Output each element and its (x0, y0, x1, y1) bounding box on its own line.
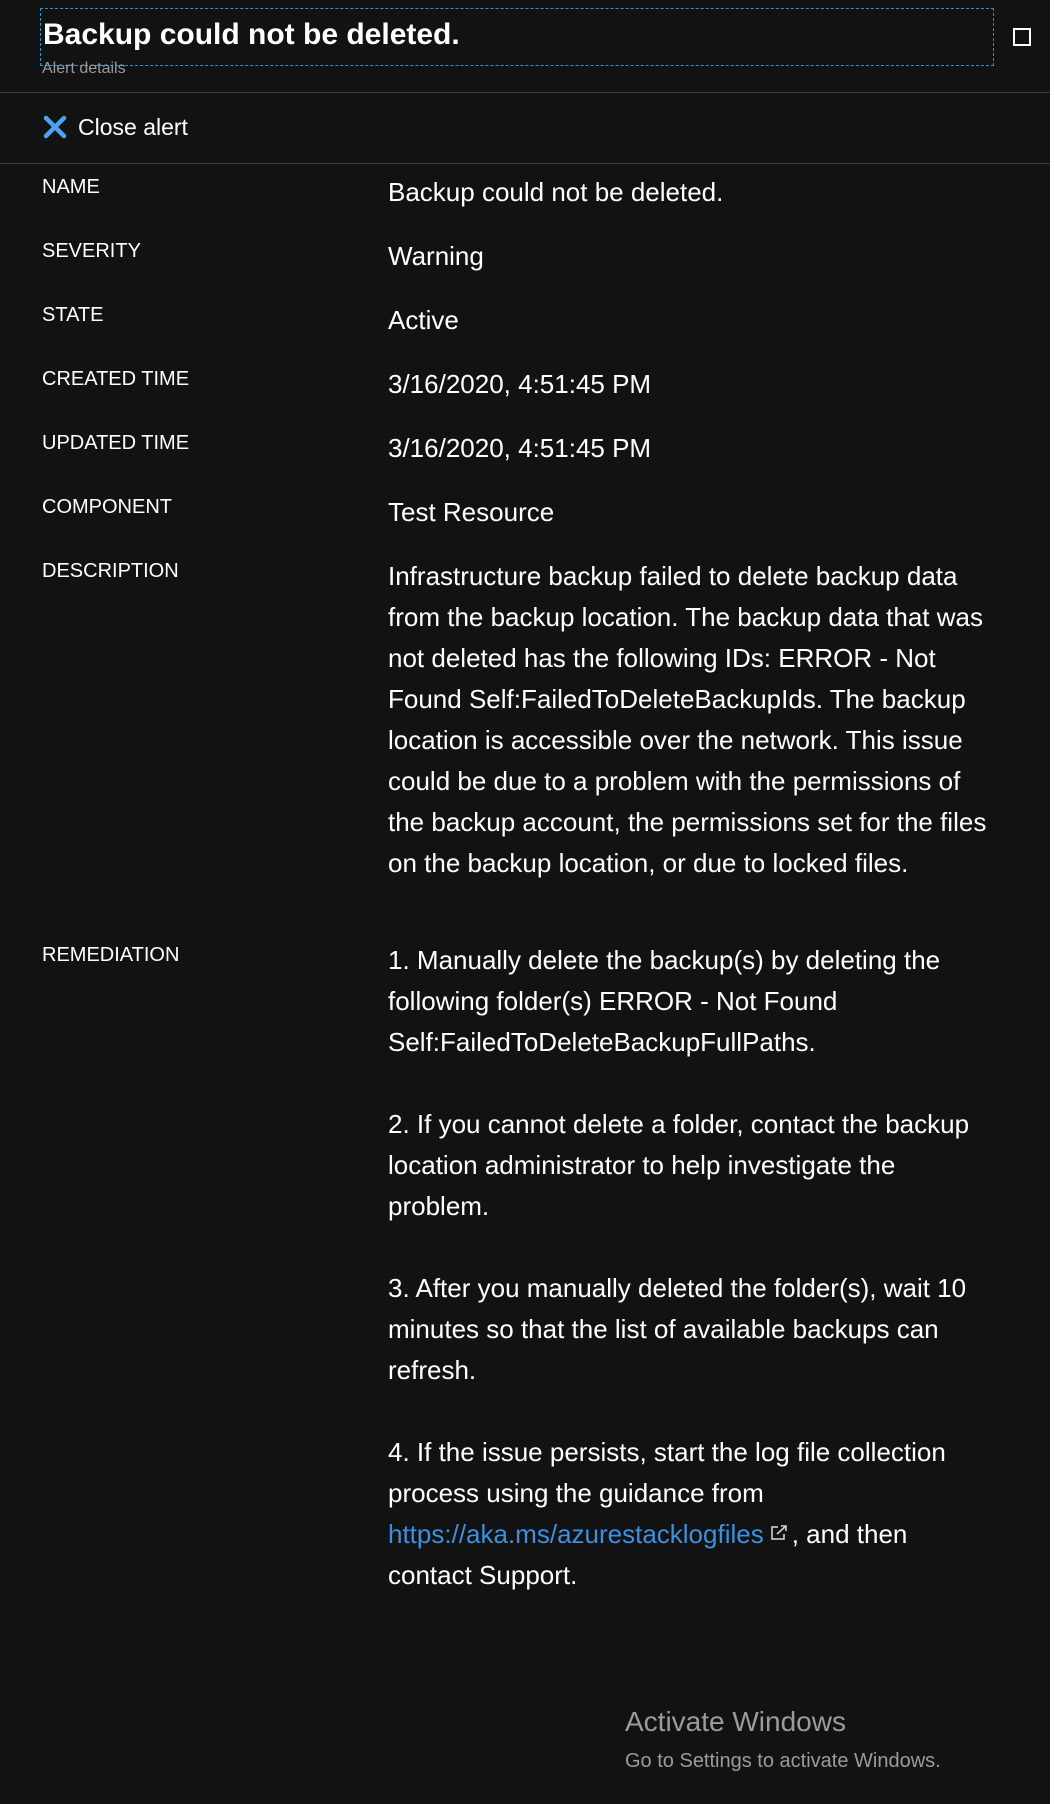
close-alert-label: Close alert (78, 113, 188, 140)
remediation-step-1: 1. Manually delete the backup(s) by deleting the following folder(s) ERROR - Not Found Self:FailedToDeleteBackupFullPaths. (388, 945, 941, 1057)
detail-row-state (0, 300, 1050, 364)
panel-header (0, 0, 1050, 93)
state-value: Active (388, 305, 459, 335)
detail-row-description (0, 556, 1050, 940)
updated-time-value: 3/16/2020, 4:51:45 PM (388, 433, 652, 463)
remediation-step-3: 3. After you manually deleted the folder(s), wait 10 minutes so that the list of available backups can refresh. (388, 1273, 967, 1385)
watermark-subtitle: Go to Settings to activate Windows. (625, 1750, 941, 1772)
detail-row-component (0, 492, 1050, 556)
detail-row-name (0, 164, 1050, 236)
log-files-link[interactable]: https://aka.ms/azurestacklogfiles (388, 1519, 764, 1549)
created-time-value: 3/16/2020, 4:51:45 PM (388, 369, 652, 399)
component-label: COMPONENT (42, 496, 172, 518)
watermark-title: Activate Windows (625, 1706, 846, 1737)
name-value: Backup could not be deleted. (388, 177, 724, 207)
close-alert-button[interactable] (42, 111, 188, 143)
severity-value: Warning (388, 241, 484, 271)
updated-time-label: UPDATED TIME (42, 432, 190, 454)
detail-row-updated-time (0, 428, 1050, 492)
remediation-value (388, 940, 988, 1596)
remediation-step-4-text: 4. If the issue persists, start the log file collection process using the guidance from (388, 1437, 946, 1508)
component-value: Test Resource (388, 497, 555, 527)
external-link-icon (770, 1524, 788, 1542)
close-x-icon (42, 114, 68, 140)
remediation-step-4 (388, 1432, 988, 1596)
created-time-label: CREATED TIME (42, 368, 190, 390)
severity-label: SEVERITY (42, 240, 141, 262)
maximize-icon[interactable] (1013, 28, 1031, 46)
state-label: STATE (42, 304, 104, 326)
toolbar (0, 93, 1050, 164)
page-title: Backup could not be deleted. (43, 18, 460, 51)
description-label: DESCRIPTION (42, 560, 179, 582)
name-label: NAME (42, 176, 100, 198)
page-subtitle: Alert details (42, 60, 126, 77)
detail-row-severity (0, 236, 1050, 300)
activate-windows-watermark (625, 1706, 941, 1773)
description-value: Infrastructure backup failed to delete backup data from the backup location. The backup data that was not deleted has the following IDs: ERROR - Not Found Self:FailedToDeleteBackupIds. The backup location is accessible over the network. This issue could be due to a problem with the permissions of the backup account, the permissions set for the files on the backup location, or due to locked files. (388, 561, 987, 878)
remediation-label: REMEDIATION (42, 944, 180, 966)
detail-row-remediation (0, 940, 1050, 1596)
remediation-step-4-end: , and then contact Support. (388, 1519, 908, 1590)
remediation-step-2: 2. If you cannot delete a folder, contact the backup location administrator to help investigate the problem. (388, 1109, 970, 1221)
detail-row-created-time (0, 364, 1050, 428)
alert-details (0, 164, 1050, 1596)
